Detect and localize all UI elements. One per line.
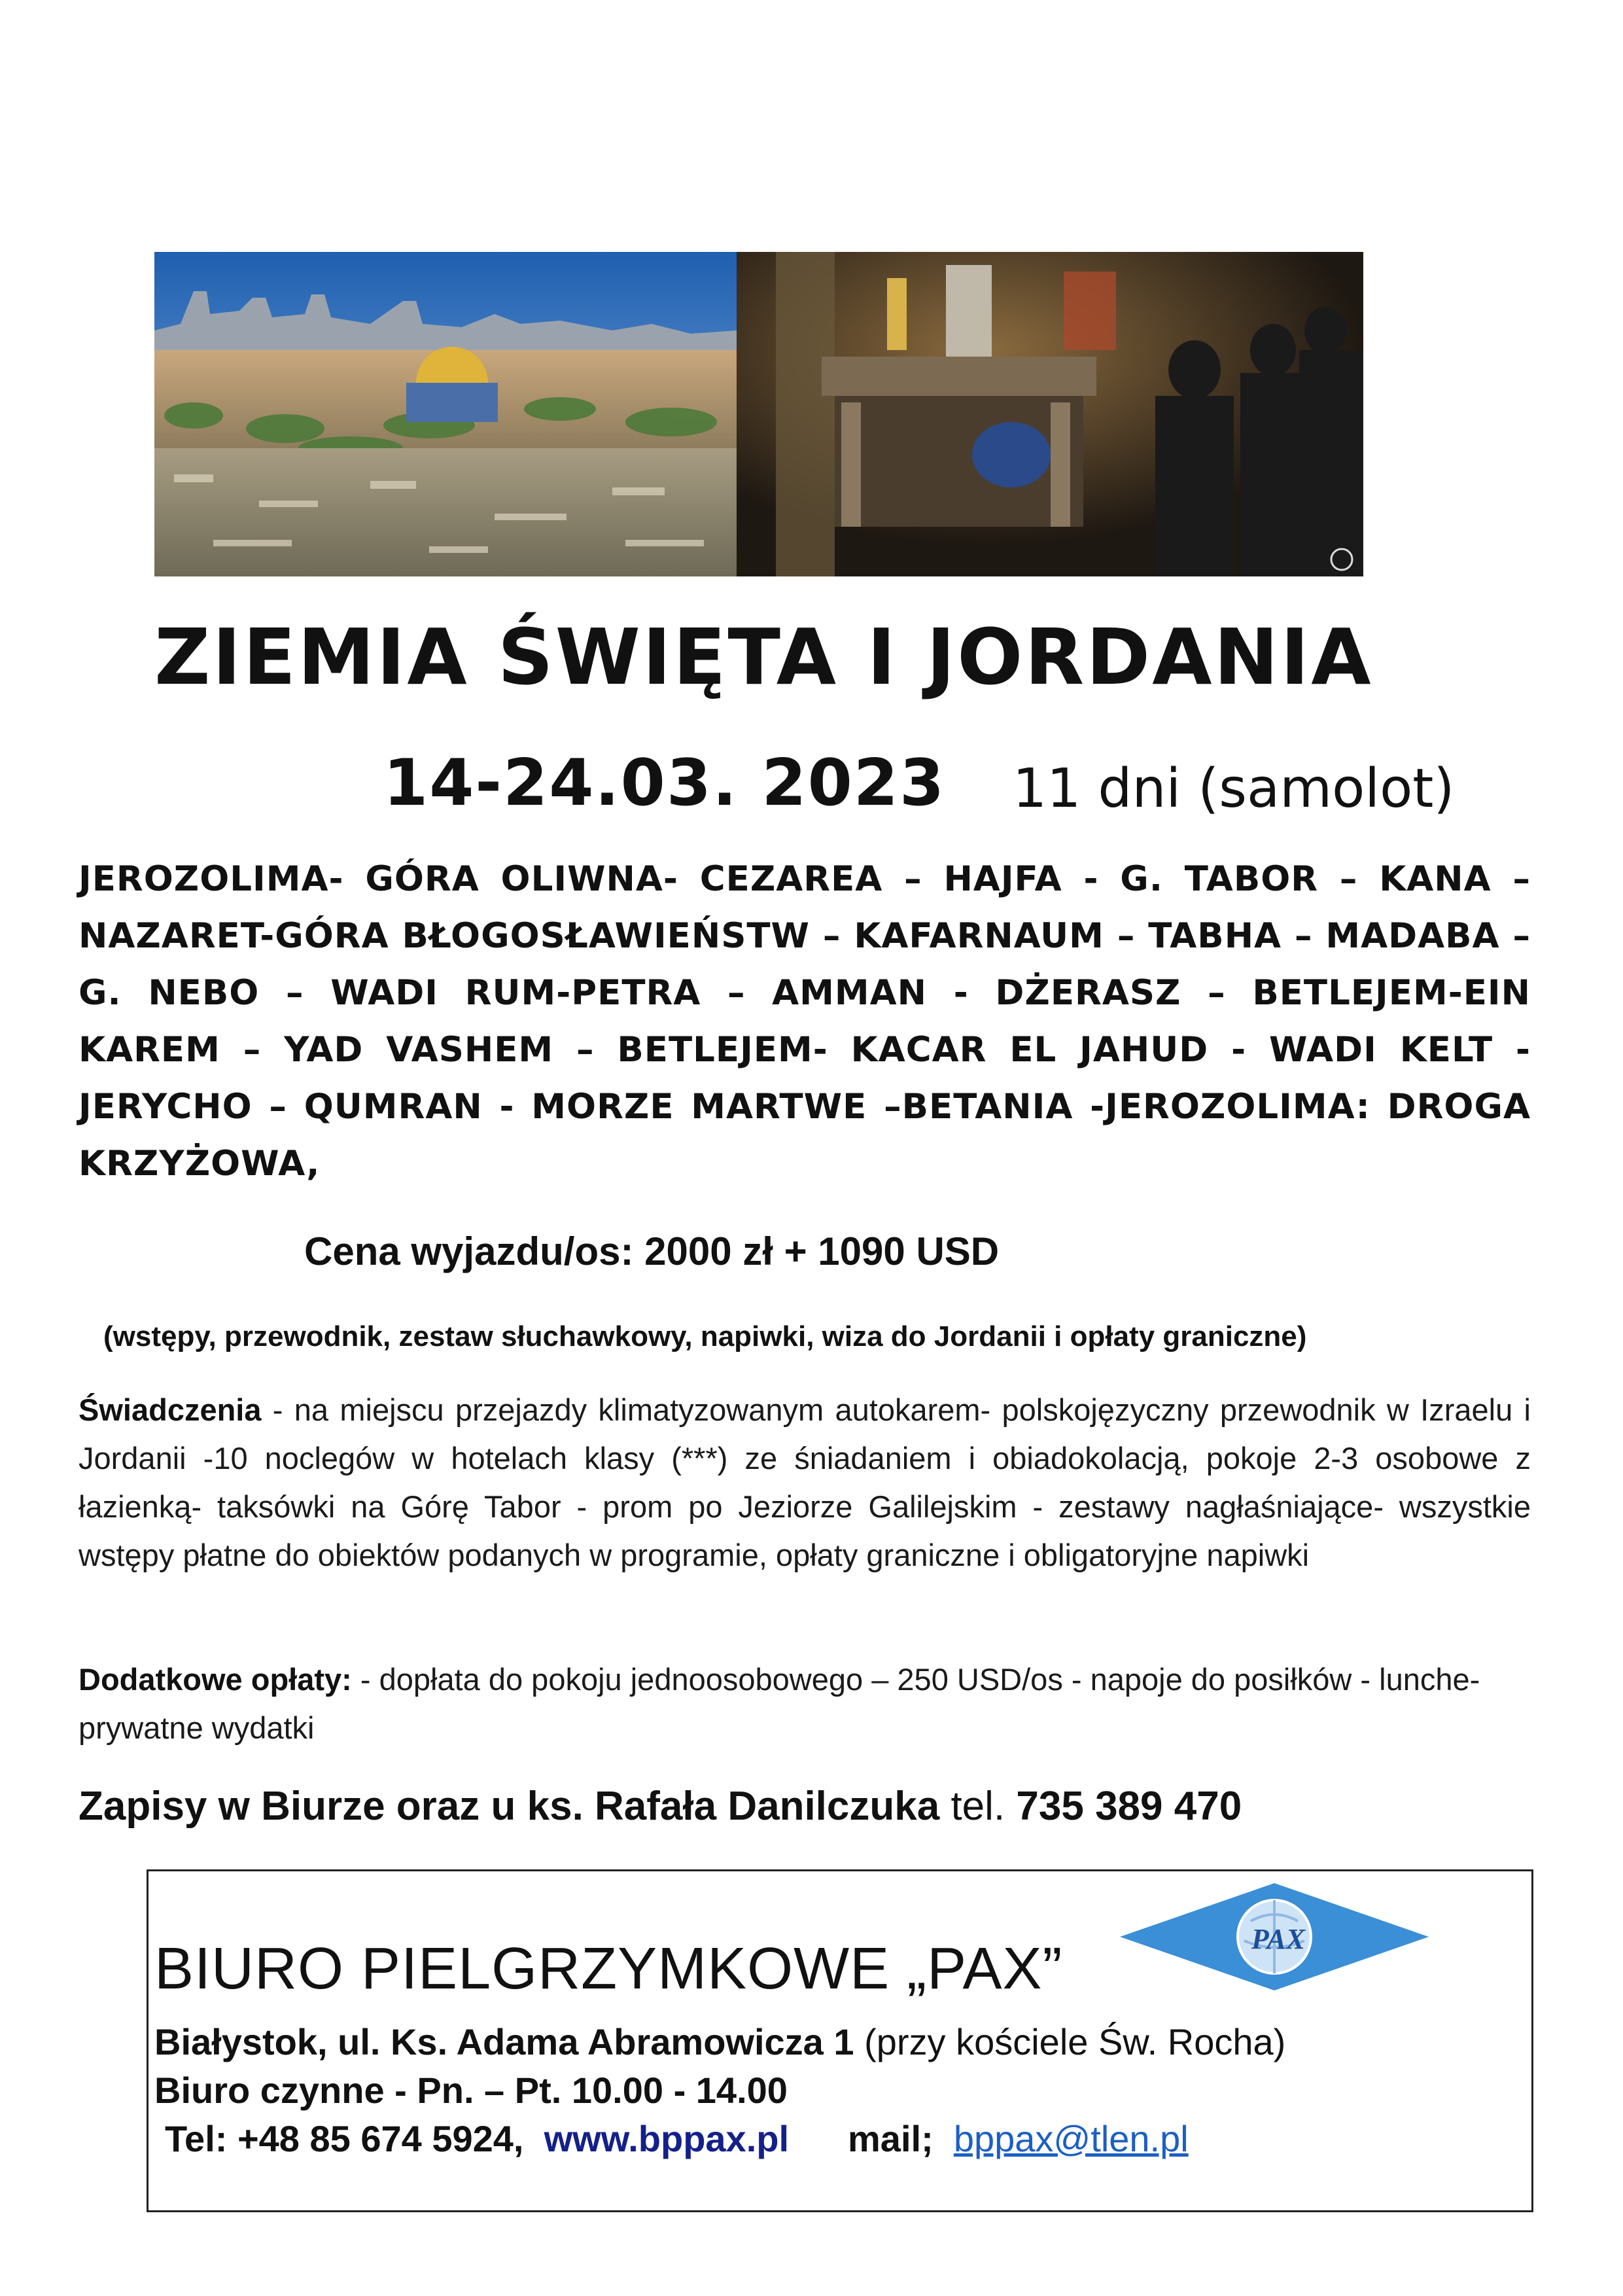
- office-hours: Biuro czynne - Pn. – Pt. 10.00 - 14.00: [154, 2070, 788, 2111]
- services-label: Świadczenia: [79, 1392, 262, 1427]
- services-text: - na miejscu przejazdy klimatyzowanym autokarem- polskojęzyczny przewodnik w Izraelu i Jordanii -10 noclegów w hotelach klasy (***) ze śniadaniem i obiadokolacją, pokoje 2-3 osobowe z łazienką- taksówki na Górę Tabor - prom po Jeziorze Galilejskim - zestawy nagłaśniające- wszystkie wstępy płatne do obiektów podanych w programie, opłaty graniczne i obligatoryjne napiwki: [79, 1392, 1531, 1572]
- office-mail-label: mail;: [848, 2118, 934, 2159]
- office-name: BIURO PIELGRZYMKOWE „PAX”: [154, 1936, 1063, 2002]
- signup-line: [79, 1783, 1242, 1829]
- church-interior-photo: [737, 252, 1363, 576]
- office-tel: Tel: +48 85 674 5924,: [165, 2118, 524, 2159]
- price-included: (wstępy, przewodnik, zestaw słuchawkowy, napiwki, wiza do Jordanii i opłaty graniczne): [103, 1320, 1307, 1352]
- extra-fees-paragraph: [79, 1655, 1563, 1752]
- signup-text: Zapisy w Biurze oraz u ks. Rafała Danilczuka: [79, 1784, 940, 1829]
- jerusalem-panorama-photo: [154, 252, 737, 576]
- extra-fees-text: - dopłata do pokoju jednoosobowego – 250 USD/os - napoje do posiłków - lunche- prywatne wydatki: [79, 1662, 1480, 1745]
- office-website-link[interactable]: www.bppax.pl: [544, 2118, 790, 2159]
- trip-duration: 11 dni (samolot): [1013, 758, 1455, 820]
- services-paragraph: [79, 1386, 1531, 1580]
- pax-logo-text: PAX: [1251, 1923, 1306, 1955]
- office-address-main: Białystok, ul. Ks. Adama Abramowicza 1: [154, 2021, 854, 2062]
- office-email-link[interactable]: bppax@tlen.pl: [953, 2118, 1189, 2159]
- signup-phone: 735 389 470: [1016, 1784, 1242, 1829]
- office-address: [154, 2021, 1285, 2063]
- extra-fees-label: Dodatkowe opłaty:: [79, 1662, 352, 1697]
- office-address-note: (przy kościele Św. Rocha): [854, 2021, 1286, 2062]
- trip-price: Cena wyjazdu/os: 2000 zł + 1090 USD: [304, 1229, 1000, 1273]
- pax-logo: [1120, 1882, 1429, 1992]
- trip-title: ZIEMIA ŚWIĘTA I JORDANIA: [154, 612, 1373, 702]
- trip-itinerary: JEROZOLIMA- GÓRA OLIWNA- CEZAREA – HAJFA - G. TABOR – KANA – NAZARET-GÓRA BŁOGOSŁAWIEŃSTW – KAFARNAUM – TABHA – MADABA – G. NEBO – WADI RUM-PETRA – AMMAN - DŻERASZ – BETLEJEM-EIN KAREM – YAD VASHEM – BETLEJEM- KACAR EL JAHUD - WADI KELT - JERYCHO – QUMRAN - MORZE MARTWE –BETANIA -JEROZOLIMA: DROGA KRZYŻOWA,: [79, 859, 1531, 1184]
- hero-photo-collage: [154, 252, 1363, 576]
- office-contact: [165, 2117, 1189, 2160]
- signup-tel-label: tel.: [939, 1784, 1017, 1829]
- trip-dates: 14-24.03. 2023: [383, 746, 946, 821]
